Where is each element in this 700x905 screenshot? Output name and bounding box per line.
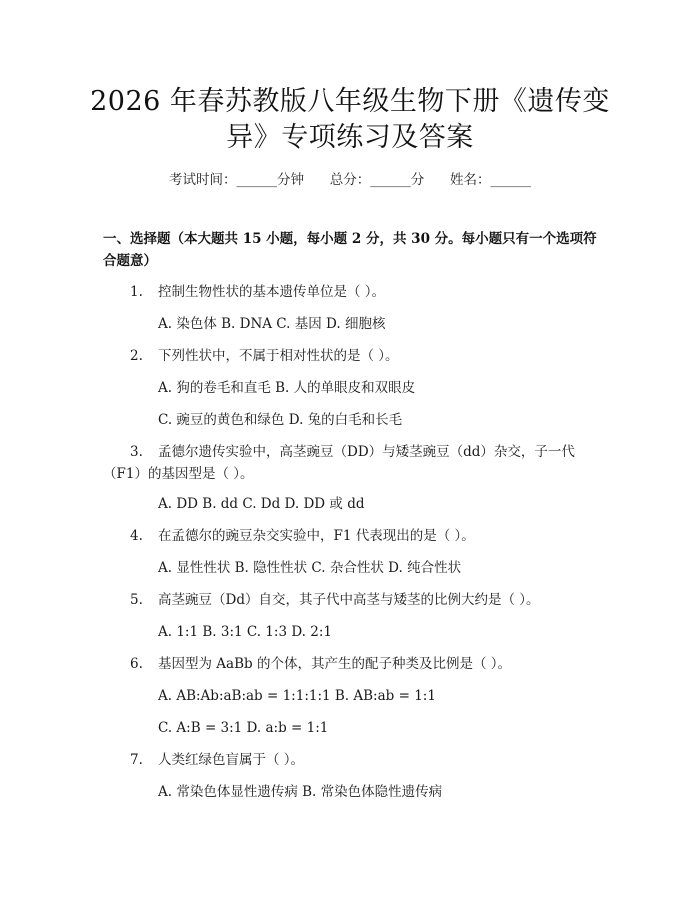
question-text: 人类红绿色盲属于（ ）。 — [158, 752, 305, 768]
question-1 — [130, 281, 385, 303]
page-title-line2: 异》专项练习及答案 — [226, 122, 474, 153]
question-number: 1. — [130, 284, 143, 300]
section-header-multiple-choice: 一、选择题（本大题共 15 小题，每小题 2 分，共 30 分。每小题只有一个选项符合题意） — [103, 231, 597, 269]
question-2-options-row1: A. 狗的卷毛和直毛 B. 人的单眼皮和双眼皮 — [158, 380, 416, 396]
question-3 — [103, 441, 583, 485]
exam-meta-line: 考试时间：______分钟 总分：______分 姓名：______ — [169, 172, 531, 188]
question-7 — [130, 749, 304, 771]
question-5 — [130, 589, 540, 611]
page-title-line1: 2026 年春苏教版八年级生物下册《遗传变 — [90, 86, 610, 117]
question-text: 孟德尔遗传实验中，高茎豌豆（DD）与矮茎豌豆（dd）杂交，子一代（F1）的基因型是（ ）。 — [103, 444, 575, 482]
question-number: 4. — [130, 528, 143, 544]
question-4-options: A. 显性性状 B. 隐性性状 C. 杂合性状 D. 纯合性状 — [158, 560, 462, 576]
question-text: 基因型为 AaBb 的个体，其产生的配子种类及比例是（ ）。 — [158, 656, 511, 672]
question-number: 2. — [130, 348, 143, 364]
question-3-options: A. DD B. dd C. Dd D. DD 或 dd — [158, 496, 365, 512]
question-number: 7. — [130, 752, 143, 768]
question-1-options: A. 染色体 B. DNA C. 基因 D. 细胞核 — [158, 316, 386, 332]
question-4 — [130, 525, 475, 547]
question-text: 高茎豌豆（Dd）自交，其子代中高茎与矮茎的比例大约是（ ）。 — [158, 592, 540, 608]
question-text: 下列性状中，不属于相对性状的是（ ）。 — [158, 348, 399, 364]
question-5-options: A. 1:1 B. 3:1 C. 1:3 D. 2:1 — [158, 624, 332, 640]
question-number: 5. — [130, 592, 143, 608]
question-2-options-row2: C. 豌豆的黄色和绿色 D. 兔的白毛和长毛 — [158, 412, 403, 428]
question-number: 3. — [130, 444, 143, 460]
question-text: 在孟德尔的豌豆杂交实验中，F1 代表现出的是（ ）。 — [158, 528, 475, 544]
question-2 — [130, 345, 399, 367]
question-6-options-row1: A. AB:Ab:aB:ab = 1:1:1:1 B. AB:ab = 1:1 — [158, 688, 436, 704]
question-number: 6. — [130, 656, 143, 672]
question-6-options-row2: C. A:B = 3:1 D. a:b = 1:1 — [158, 720, 329, 736]
question-text: 控制生物性状的基本遗传单位是（ ）。 — [158, 284, 386, 300]
question-7-options: A. 常染色体显性遗传病 B. 常染色体隐性遗传病 — [158, 784, 443, 800]
question-6 — [130, 653, 511, 675]
